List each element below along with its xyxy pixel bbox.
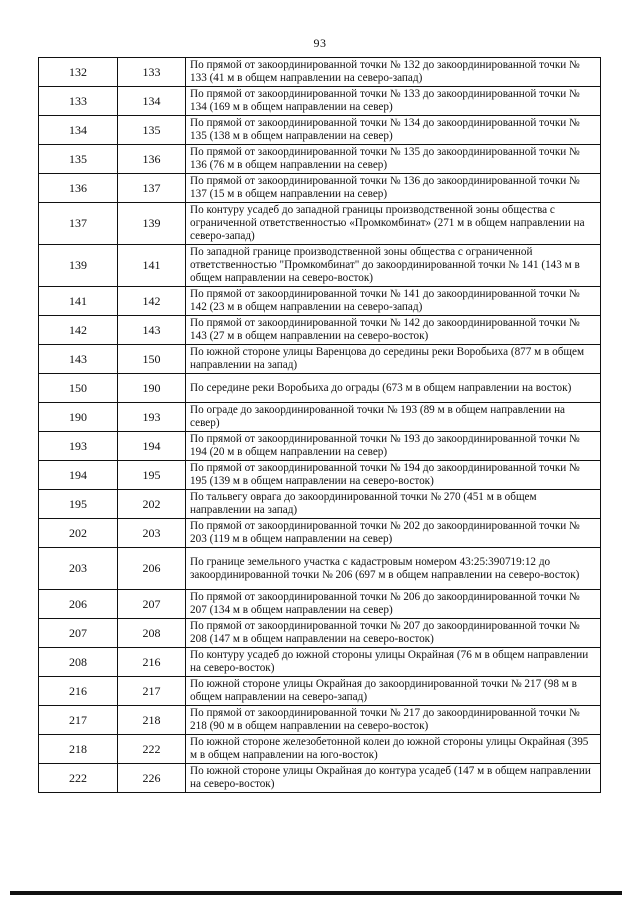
table-row xyxy=(39,345,601,374)
table-row xyxy=(39,145,601,174)
point-from-cell: 208 xyxy=(39,648,118,677)
boundary-description-cell: По прямой от закоординированной точки № 132 до закоординированной точки № 133 (41 м в общем направлении на северо-запад) xyxy=(186,58,601,87)
point-to-cell: 202 xyxy=(118,490,186,519)
table-row xyxy=(39,735,601,764)
point-to-cell: 208 xyxy=(118,619,186,648)
point-to-cell: 141 xyxy=(118,245,186,287)
boundary-description-cell: По середине реки Воробьиха до ограды (673 м в общем направлении на восток) xyxy=(186,374,601,403)
boundary-description-cell: По прямой от закоординированной точки № 142 до закоординированной точки № 143 (27 м в общем направлении на северо-восток) xyxy=(186,316,601,345)
point-to-cell: 143 xyxy=(118,316,186,345)
boundary-description-cell: По прямой от закоординированной точки № 202 до закоординированной точки № 203 (119 м в общем направлении на север) xyxy=(186,519,601,548)
point-from-cell: 135 xyxy=(39,145,118,174)
point-from-cell: 136 xyxy=(39,174,118,203)
table-row xyxy=(39,116,601,145)
point-from-cell: 139 xyxy=(39,245,118,287)
table-row xyxy=(39,590,601,619)
table-row xyxy=(39,677,601,706)
boundary-description-cell: По прямой от закоординированной точки № 193 до закоординированной точки № 194 (20 м в общем направлении на север) xyxy=(186,432,601,461)
boundary-description-cell: По прямой от закоординированной точки № 206 до закоординированной точки № 207 (134 м в общем направлении на север) xyxy=(186,590,601,619)
point-from-cell: 141 xyxy=(39,287,118,316)
point-from-cell: 207 xyxy=(39,619,118,648)
boundary-description-cell: По южной стороне улицы Варенцова до середины реки Воробьиха (877 м в общем направлении на запад) xyxy=(186,345,601,374)
boundary-description-cell: По прямой от закоординированной точки № 194 до закоординированной точки № 195 (139 м в общем направлении на северо-восток) xyxy=(186,461,601,490)
boundary-description-table xyxy=(38,57,601,793)
point-to-cell: 206 xyxy=(118,548,186,590)
point-from-cell: 216 xyxy=(39,677,118,706)
point-to-cell: 218 xyxy=(118,706,186,735)
table-row xyxy=(39,648,601,677)
table-row xyxy=(39,619,601,648)
point-from-cell: 217 xyxy=(39,706,118,735)
point-to-cell: 193 xyxy=(118,403,186,432)
point-to-cell: 203 xyxy=(118,519,186,548)
table-row xyxy=(39,245,601,287)
point-to-cell: 139 xyxy=(118,203,186,245)
point-from-cell: 194 xyxy=(39,461,118,490)
boundary-description-cell: По границе земельного участка с кадастровым номером 43:25:390719:12 до закоординированной точки № 206 (697 м в общем направлении на северо-восток) xyxy=(186,548,601,590)
table-row xyxy=(39,87,601,116)
boundary-description-cell: По прямой от закоординированной точки № 134 до закоординированной точки № 135 (138 м в общем направлении на север) xyxy=(186,116,601,145)
point-from-cell: 142 xyxy=(39,316,118,345)
table-row xyxy=(39,461,601,490)
table-row xyxy=(39,58,601,87)
boundary-description-cell: По южной стороне улицы Окрайная до закоординированной точки № 217 (98 м в общем направлении на северо-запад) xyxy=(186,677,601,706)
table-row xyxy=(39,519,601,548)
boundary-description-cell: По прямой от закоординированной точки № 136 до закоординированной точки № 137 (15 м в общем направлении на север) xyxy=(186,174,601,203)
point-to-cell: 136 xyxy=(118,145,186,174)
point-from-cell: 132 xyxy=(39,58,118,87)
page-number: 93 xyxy=(313,36,327,50)
point-to-cell: 226 xyxy=(118,764,186,793)
point-from-cell: 190 xyxy=(39,403,118,432)
point-from-cell: 134 xyxy=(39,116,118,145)
point-from-cell: 137 xyxy=(39,203,118,245)
point-to-cell: 190 xyxy=(118,374,186,403)
table-row xyxy=(39,490,601,519)
point-to-cell: 142 xyxy=(118,287,186,316)
point-to-cell: 217 xyxy=(118,677,186,706)
point-from-cell: 218 xyxy=(39,735,118,764)
point-to-cell: 194 xyxy=(118,432,186,461)
point-from-cell: 195 xyxy=(39,490,118,519)
point-from-cell: 133 xyxy=(39,87,118,116)
boundary-description-cell: По прямой от закоординированной точки № 133 до закоординированной точки № 134 (169 м в общем направлении на север) xyxy=(186,87,601,116)
table-row xyxy=(39,287,601,316)
boundary-description-cell: По прямой от закоординированной точки № 217 до закоординированной точки № 218 (90 м в общем направлении на северо-восток) xyxy=(186,706,601,735)
point-to-cell: 150 xyxy=(118,345,186,374)
point-to-cell: 195 xyxy=(118,461,186,490)
boundary-description-cell: По южной стороне железобетонной колеи до южной стороны улицы Окрайная (395 м в общем направлении на юго-восток) xyxy=(186,735,601,764)
point-to-cell: 133 xyxy=(118,58,186,87)
point-to-cell: 135 xyxy=(118,116,186,145)
boundary-description-cell: По прямой от закоординированной точки № 141 до закоординированной точки № 142 (23 м в общем направлении на северо-запад) xyxy=(186,287,601,316)
point-to-cell: 222 xyxy=(118,735,186,764)
table-row xyxy=(39,403,601,432)
point-from-cell: 202 xyxy=(39,519,118,548)
table-row xyxy=(39,764,601,793)
point-from-cell: 222 xyxy=(39,764,118,793)
point-to-cell: 137 xyxy=(118,174,186,203)
table-row xyxy=(39,203,601,245)
table-row xyxy=(39,174,601,203)
boundary-description-cell: По южной стороне улицы Окрайная до контура усадеб (147 м в общем направлении на северо-восток) xyxy=(186,764,601,793)
boundary-description-cell: По прямой от закоординированной точки № 135 до закоординированной точки № 136 (76 м в общем направлении на север) xyxy=(186,145,601,174)
boundary-description-cell: По контуру усадеб до западной границы производственной зоны общества с ограниченной ответственностью «Промкомбинат» (271 м в общем направлении на северо-запад) xyxy=(186,203,601,245)
point-from-cell: 206 xyxy=(39,590,118,619)
point-from-cell: 150 xyxy=(39,374,118,403)
boundary-description-cell: По прямой от закоординированной точки № 207 до закоординированной точки № 208 (147 м в общем направлении на северо-восток) xyxy=(186,619,601,648)
table-row xyxy=(39,548,601,590)
bottom-rule xyxy=(10,891,622,895)
table-body xyxy=(39,58,601,793)
point-to-cell: 216 xyxy=(118,648,186,677)
table-row xyxy=(39,374,601,403)
boundary-description-cell: По западной границе производственной зоны общества с ограниченной ответственностью "Промкомбинат" до закоординированной точки № 141 (143 м в общем направлении на северо-восток) xyxy=(186,245,601,287)
table-row xyxy=(39,706,601,735)
point-from-cell: 193 xyxy=(39,432,118,461)
point-to-cell: 134 xyxy=(118,87,186,116)
boundary-description-cell: По ограде до закоординированной точки № 193 (89 м в общем направлении на север) xyxy=(186,403,601,432)
table-row xyxy=(39,432,601,461)
boundary-description-cell: По тальвегу оврага до закоординированной точки № 270 (451 м в общем направлении на запад) xyxy=(186,490,601,519)
point-from-cell: 143 xyxy=(39,345,118,374)
point-to-cell: 207 xyxy=(118,590,186,619)
point-from-cell: 203 xyxy=(39,548,118,590)
table-row xyxy=(39,316,601,345)
boundary-description-cell: По контуру усадеб до южной стороны улицы Окрайная (76 м в общем направлении на северо-восток) xyxy=(186,648,601,677)
